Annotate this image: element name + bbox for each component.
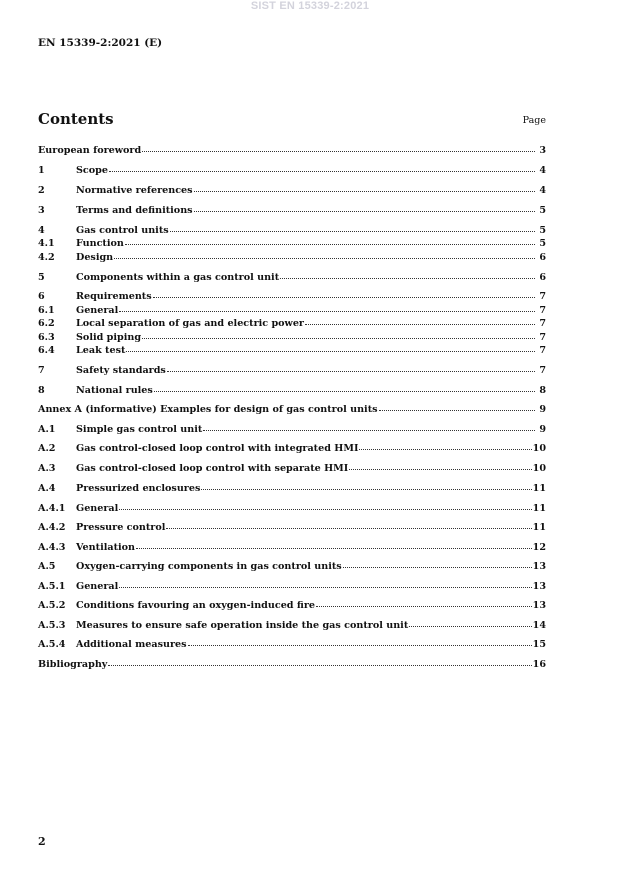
toc-entry[interactable] xyxy=(38,598,546,612)
toc-entry-number: A.2 xyxy=(38,443,56,454)
toc-entry[interactable] xyxy=(38,441,546,455)
toc-entry-page: 5 xyxy=(539,225,546,236)
toc-entry[interactable] xyxy=(38,250,546,264)
toc-entry-title: Components within a gas control unit xyxy=(76,272,280,283)
dot-leader xyxy=(153,288,535,298)
toc-entry-page: 11 xyxy=(532,483,546,494)
toc-entry-page: 7 xyxy=(539,305,546,316)
toc-entry-number: 6.3 xyxy=(38,332,55,343)
toc-entry-title: Ventilation xyxy=(76,542,136,553)
toc-entry-number: A.5 xyxy=(38,561,56,572)
dot-leader xyxy=(126,342,535,352)
toc-entry-title: Gas control-closed loop control with separate HMI xyxy=(76,463,349,474)
dot-leader xyxy=(349,460,531,470)
toc-entry-number: 6 xyxy=(38,291,45,302)
toc-entry-page: 7 xyxy=(539,365,546,376)
dot-leader xyxy=(203,421,535,431)
toc-entry-title: Requirements xyxy=(76,291,152,302)
toc-entry-page: 13 xyxy=(532,561,546,572)
toc-entry-title: Simple gas control unit xyxy=(76,424,203,435)
toc-entry-page: 15 xyxy=(532,639,546,650)
toc-entry-page: 13 xyxy=(532,600,546,611)
toc-entry-title: Function xyxy=(76,238,124,249)
dot-leader xyxy=(109,162,535,172)
dot-leader xyxy=(194,182,535,192)
toc-entry-page: 14 xyxy=(532,620,546,631)
dot-leader xyxy=(136,539,532,549)
toc-entry-title: Leak test xyxy=(76,345,126,356)
toc-entry-page: 7 xyxy=(539,332,546,343)
toc-entry-number: A.1 xyxy=(38,424,56,435)
toc-entry-page: 6 xyxy=(539,252,546,263)
toc-entry-page: 7 xyxy=(539,318,546,329)
toc-entry-page: 4 xyxy=(539,185,546,196)
page-column-label: Page xyxy=(522,115,546,126)
dot-leader xyxy=(280,269,535,279)
dot-leader xyxy=(142,142,535,152)
dot-leader xyxy=(119,578,531,588)
toc-entry-title: Gas control units xyxy=(76,225,169,236)
toc-entry[interactable] xyxy=(38,637,546,651)
watermark: SIST EN 15339-2:2021 xyxy=(250,0,370,12)
toc-entry-number: 3 xyxy=(38,205,45,216)
toc-entry-title: Oxygen-carrying components in gas control units xyxy=(76,561,342,572)
toc-entry-number: 1 xyxy=(38,165,45,176)
dot-leader xyxy=(166,519,531,529)
dot-leader xyxy=(167,362,535,372)
toc-entry-title: Measures to ensure safe operation inside the gas control unit xyxy=(76,620,409,631)
toc-entry-number: 7 xyxy=(38,365,45,376)
toc-entry[interactable] xyxy=(38,143,546,157)
toc-entry-title: Annex A (informative) Examples for design of gas control units xyxy=(38,404,378,415)
toc-entry-number: A.5.2 xyxy=(38,600,66,611)
toc-entry[interactable] xyxy=(38,481,546,495)
dot-leader xyxy=(125,235,535,245)
toc-entry[interactable] xyxy=(38,183,546,197)
toc-entry-number: 4.2 xyxy=(38,252,55,263)
toc-entry-number: 4.1 xyxy=(38,238,55,249)
toc-entry-number: 4 xyxy=(38,225,45,236)
toc-entry-number: A.4.2 xyxy=(38,522,66,533)
contents-heading: Contents xyxy=(38,110,114,128)
toc-entry-title: Conditions favouring an oxygen-induced fire xyxy=(76,600,315,611)
toc-entry-page: 3 xyxy=(539,145,546,156)
dot-leader xyxy=(188,636,532,646)
toc-entry-number: A.4 xyxy=(38,483,56,494)
toc-entry-title: Local separation of gas and electric power xyxy=(76,318,304,329)
dot-leader xyxy=(201,480,531,490)
dot-leader xyxy=(154,382,535,392)
toc-entry-page: 5 xyxy=(539,205,546,216)
toc-entry-title: Additional measures xyxy=(76,639,187,650)
toc-entry-title: National rules xyxy=(76,385,153,396)
document-id: EN 15339-2:2021 (E) xyxy=(38,37,163,49)
toc-entry[interactable] xyxy=(38,559,546,573)
toc-entry-page: 7 xyxy=(539,291,546,302)
toc-entry-title: General xyxy=(76,503,119,514)
dot-leader xyxy=(316,597,532,607)
toc-entry-page: 13 xyxy=(532,581,546,592)
dot-leader xyxy=(194,202,535,212)
toc-entry[interactable] xyxy=(38,461,546,475)
dot-leader xyxy=(379,401,535,411)
toc-entry[interactable] xyxy=(38,289,546,303)
toc-entry-number: A.3 xyxy=(38,463,56,474)
dot-leader xyxy=(142,329,535,339)
toc-entry-number: 8 xyxy=(38,385,45,396)
toc-entry[interactable] xyxy=(38,270,546,284)
toc-entry-title: Design xyxy=(76,252,114,263)
dot-leader xyxy=(114,249,535,259)
toc-entry-number: A.5.4 xyxy=(38,639,66,650)
toc-entry[interactable] xyxy=(38,402,546,416)
toc-entry[interactable] xyxy=(38,657,546,671)
toc-entry-number: A.5.3 xyxy=(38,620,66,631)
toc-entry-page: 10 xyxy=(532,443,546,454)
toc-entry[interactable] xyxy=(38,163,546,177)
toc-entry-page: 9 xyxy=(539,404,546,415)
toc-entry[interactable] xyxy=(38,316,546,330)
toc-entry[interactable] xyxy=(38,236,546,250)
toc-entry-title: General xyxy=(76,581,119,592)
toc-entry-title: Pressurized enclosures xyxy=(76,483,201,494)
toc-entry-title: Safety standards xyxy=(76,365,166,376)
toc-entry-page: 9 xyxy=(539,424,546,435)
toc-entry-title: Solid piping xyxy=(76,332,142,343)
toc-entry-page: 11 xyxy=(532,503,546,514)
page-number: 2 xyxy=(38,835,46,848)
toc-entry-page: 6 xyxy=(539,272,546,283)
toc-entry-page: 10 xyxy=(532,463,546,474)
dot-leader xyxy=(170,222,535,232)
toc-entry-number: A.4.1 xyxy=(38,503,66,514)
toc-entry-title: Pressure control xyxy=(76,522,166,533)
toc-entry[interactable] xyxy=(38,579,546,593)
toc-entry[interactable] xyxy=(38,520,546,534)
toc-entry-number: 5 xyxy=(38,272,45,283)
toc-entry-page: 12 xyxy=(532,542,546,553)
toc-entry-number: 6.2 xyxy=(38,318,55,329)
toc-entry-number: 6.1 xyxy=(38,305,55,316)
toc-entry-number: 2 xyxy=(38,185,45,196)
toc-entry[interactable] xyxy=(38,618,546,632)
dot-leader xyxy=(343,558,532,568)
dot-leader xyxy=(305,315,535,325)
toc-entry-number: 6.4 xyxy=(38,345,55,356)
toc-entry[interactable] xyxy=(38,501,546,515)
toc-entry-title: Scope xyxy=(76,165,108,176)
toc-entry-number: A.5.1 xyxy=(38,581,66,592)
dot-leader xyxy=(359,440,531,450)
toc-entry-page: 7 xyxy=(539,345,546,356)
toc-entry-page: 8 xyxy=(539,385,546,396)
toc-entry-title: Gas control-closed loop control with integrated HMI xyxy=(76,443,359,454)
dot-leader xyxy=(108,656,531,666)
toc-entry-page: 4 xyxy=(539,165,546,176)
toc-entry-page: 16 xyxy=(532,659,546,670)
toc-entry[interactable] xyxy=(38,422,546,436)
dot-leader xyxy=(409,617,531,627)
toc-entry[interactable] xyxy=(38,363,546,377)
toc-entry-title: European foreword xyxy=(38,145,142,156)
dot-leader xyxy=(119,302,535,312)
toc-entry-title: Terms and definitions xyxy=(76,205,193,216)
toc-entry[interactable] xyxy=(38,383,546,397)
dot-leader xyxy=(119,500,531,510)
toc-entry-title: General xyxy=(76,305,119,316)
toc-entry-title: Bibliography xyxy=(38,659,108,670)
toc-entry-page: 11 xyxy=(532,522,546,533)
toc-entry[interactable] xyxy=(38,203,546,217)
toc-entry[interactable] xyxy=(38,540,546,554)
toc-entry-page: 5 xyxy=(539,238,546,249)
toc-entry-number: A.4.3 xyxy=(38,542,66,553)
toc-entry-title: Normative references xyxy=(76,185,193,196)
toc-entry[interactable] xyxy=(38,343,546,357)
